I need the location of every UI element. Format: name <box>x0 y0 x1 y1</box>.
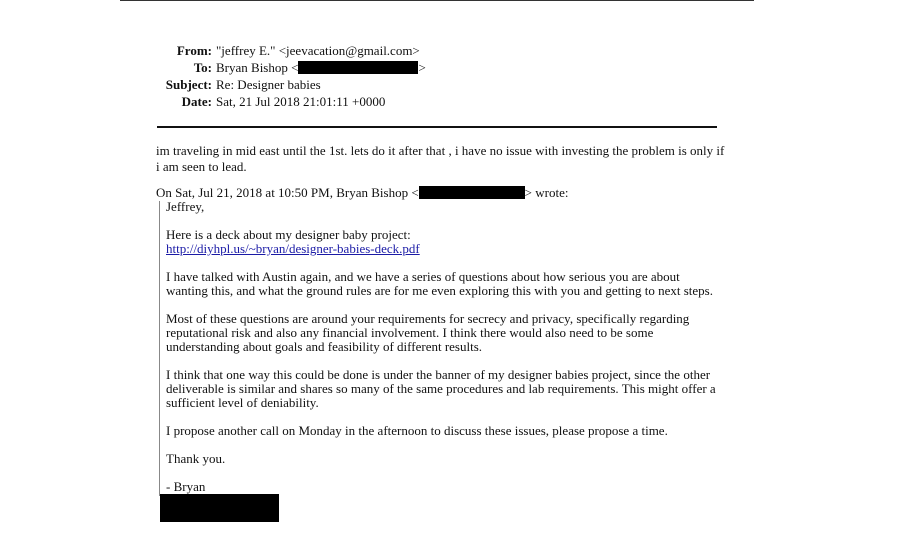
date-label: Date: <box>181 94 212 109</box>
paragraph-call: I propose another call on Monday in the afternoon to discuss these issues, please propose a time. <box>166 423 668 438</box>
paragraph-banner: I think that one way this could be done is under the banner of my designer babies project, since the other deliverable is similar and shares so many of the same procedures and lab requirements. This might offer a sufficient level of deniability. <box>166 367 716 410</box>
deck-link[interactable]: http://diyhpl.us/~bryan/designer-babies-deck.pdf <box>166 241 420 256</box>
greeting: Jeffrey, <box>166 199 205 214</box>
quote-attribution <box>156 185 568 201</box>
redacted-email-to <box>298 61 418 74</box>
to-row <box>160 59 426 76</box>
from-value: "jeffrey E." <jeevacation@gmail.com> <box>216 43 420 58</box>
to-value <box>216 59 426 76</box>
subject-row <box>160 76 426 93</box>
header-separator <box>157 126 717 128</box>
paragraph-austin: I have talked with Austin again, and we have a series of questions about how serious you are about wanting this, and what the ground rules are for me even exploring this with you and getting to next steps. <box>166 269 713 298</box>
paragraph-secrecy: Most of these questions are around your requirements for secrecy and privacy, specifically regarding reputational risk and also any financial involvement. I think there would also need to be some understanding about goals and feasibility of different results. <box>166 311 690 354</box>
quote-attribution-suffix: > wrote: <box>524 185 569 200</box>
quoted-message <box>166 200 721 494</box>
signature: - Bryan <box>166 479 206 494</box>
deck-intro: Here is a deck about my designer baby project: <box>166 227 411 242</box>
subject-value: Re: Designer babies <box>216 77 321 92</box>
quote-attribution-prefix: On Sat, Jul 21, 2018 at 10:50 PM, Bryan Bishop < <box>156 185 419 200</box>
deck-paragraph <box>166 228 721 256</box>
to-label: To: <box>193 60 212 75</box>
quote-bar <box>159 201 160 496</box>
redacted-email-quote <box>419 186 525 199</box>
date-value: Sat, 21 Jul 2018 21:01:11 +0000 <box>216 94 386 109</box>
date-row <box>160 93 426 110</box>
email-headers <box>160 42 426 110</box>
top-border-line <box>120 0 754 1</box>
redacted-signature-block <box>160 494 279 522</box>
from-label: From: <box>176 43 212 58</box>
thanks-line: Thank you. <box>166 451 226 466</box>
to-close: > <box>418 60 426 75</box>
subject-label: Subject: <box>165 77 212 92</box>
from-row <box>160 42 426 59</box>
reply-message: im traveling in mid east until the 1st. lets do it after that , i have no issue with investing the problem is only if i am seen to lead. <box>156 143 725 174</box>
to-name: Bryan Bishop < <box>216 60 299 75</box>
